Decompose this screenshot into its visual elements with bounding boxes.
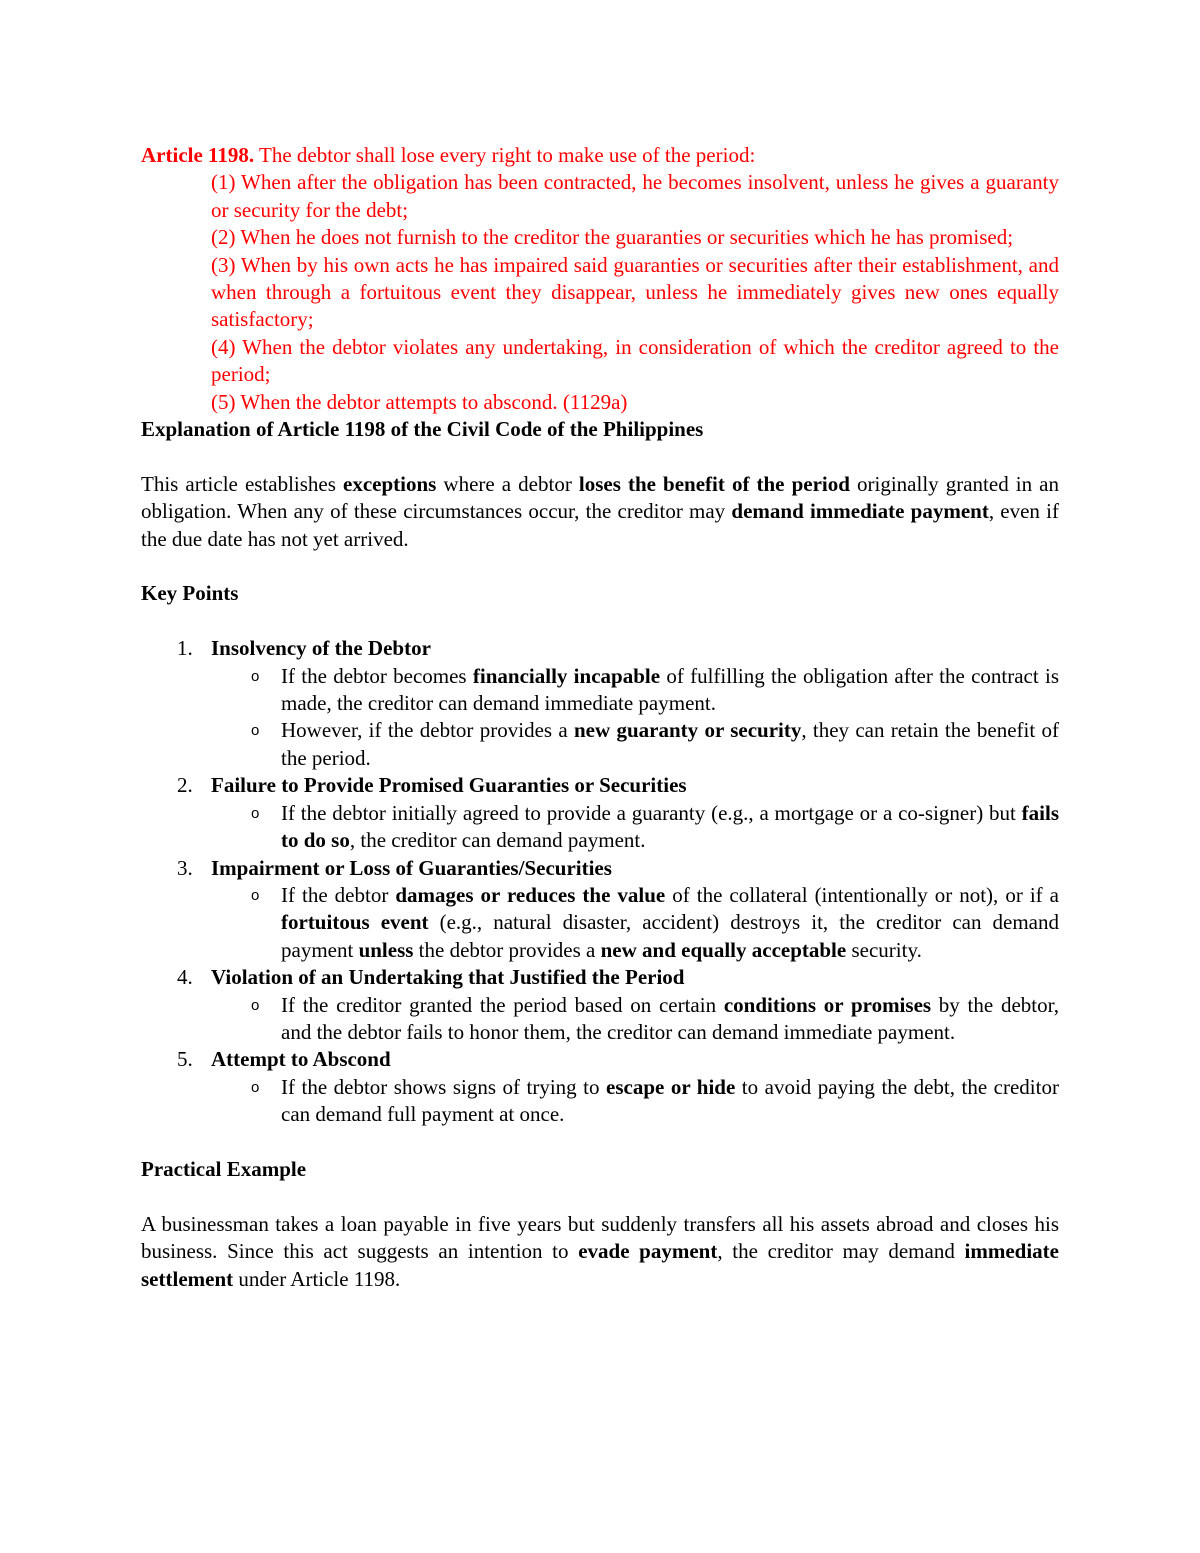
text-run: If the debtor xyxy=(281,882,396,907)
circle-bullet-icon: o xyxy=(251,886,260,904)
key-point-title: Violation of an Undertaking that Justified the Period xyxy=(211,965,685,990)
text-run: the debtor provides a xyxy=(413,937,601,962)
sub-item xyxy=(211,800,1059,855)
bold-run: demand immediate payment xyxy=(731,499,989,524)
explanation-paragraph xyxy=(141,471,1059,553)
sub-list xyxy=(211,1074,1059,1129)
sub-list xyxy=(211,800,1059,855)
text-run: If the debtor initially agreed to provide a guaranty (e.g., a mortgage or a co-signer) but xyxy=(281,800,1022,825)
key-point-title: Failure to Provide Promised Guaranties or Securities xyxy=(211,773,687,798)
text-run: originally granted in an obligation. When any of these circumstances occur, the creditor may xyxy=(141,471,1059,524)
key-point-item xyxy=(141,635,1059,772)
bold-run: new and equally acceptable xyxy=(600,937,847,962)
list-number: 5. xyxy=(177,1047,193,1072)
bold-run: escape or hide xyxy=(606,1074,736,1099)
list-number: 1. xyxy=(177,636,193,661)
text-run: If the debtor shows signs of trying to xyxy=(281,1074,606,1099)
circle-bullet-icon: o xyxy=(251,1078,260,1096)
text-run: of fulfilling the obligation after the contract is made, the creditor can demand immediate payment. xyxy=(281,663,1059,716)
bold-run: conditions or promises xyxy=(723,992,932,1017)
key-point-title: Attempt to Abscond xyxy=(211,1047,391,1072)
list-number: 3. xyxy=(177,855,193,880)
key-point-item xyxy=(141,772,1059,854)
text-run: security. xyxy=(846,937,922,962)
practical-example-heading: Practical Example xyxy=(141,1156,307,1181)
text-run: A businessman takes a loan payable in five years but suddenly transfers all his assets abroad and closes his business. Since this act suggests an intention to xyxy=(141,1211,1059,1264)
key-point-title: Impairment or Loss of Guaranties/Securities xyxy=(211,855,612,880)
bold-run: fortuitous event xyxy=(281,910,429,935)
text-run: This article establishes xyxy=(141,471,343,496)
article-block xyxy=(141,142,1059,416)
article-item: (4) When the debtor violates any undertaking, in consideration of which the creditor agreed to the period; xyxy=(211,334,1059,387)
text-run: If the debtor becomes xyxy=(281,663,473,688)
text-run: where a debtor xyxy=(436,471,579,496)
article-label: Article 1198. xyxy=(141,143,255,167)
text-run: , even if the due date has not yet arrived. xyxy=(141,499,1059,551)
text-run: , the creditor may demand xyxy=(717,1239,965,1264)
key-point-item xyxy=(141,855,1059,965)
sub-item xyxy=(211,882,1059,964)
text-run: of the collateral (intentionally or not), or if a xyxy=(665,882,1059,907)
list-number: 2. xyxy=(177,773,193,798)
key-points-heading: Key Points xyxy=(141,581,239,606)
explanation-heading: Explanation of Article 1198 of the Civil Code of the Philippines xyxy=(141,417,704,442)
article-item: (1) When after the obligation has been contracted, he becomes insolvent, unless he gives a guaranty or security for the debt; xyxy=(211,170,1059,222)
bold-run: financially incapable xyxy=(472,663,661,688)
text-run: (e.g., natural disaster, accident) destroys it, the creditor can demand payment xyxy=(281,910,1059,962)
text-run: However, if the debtor provides a xyxy=(281,718,574,743)
practical-example-paragraph xyxy=(141,1211,1059,1293)
text-run: under Article 1198. xyxy=(233,1266,401,1291)
sub-list xyxy=(211,992,1059,1047)
bold-run: unless xyxy=(358,937,414,962)
bold-run: new guaranty or security xyxy=(574,718,802,743)
sub-item xyxy=(211,717,1059,772)
sub-item xyxy=(211,663,1059,718)
bold-run: damages or reduces the value xyxy=(395,882,666,907)
article-heading-line xyxy=(141,142,1059,169)
text-run: by the debtor, and the debtor fails to honor them, the creditor can demand immediate payment. xyxy=(281,992,1059,1044)
key-point-title: Insolvency of the Debtor xyxy=(211,636,431,661)
text-run: , they can retain the benefit of the period. xyxy=(281,718,1059,770)
circle-bullet-icon: o xyxy=(251,722,260,740)
article-intro: The debtor shall lose every right to make use of the period: xyxy=(254,143,756,167)
article-items xyxy=(211,169,1059,416)
circle-bullet-icon: o xyxy=(251,996,260,1014)
sub-item xyxy=(211,992,1059,1047)
key-point-item xyxy=(141,1046,1059,1128)
sub-list xyxy=(211,663,1059,773)
article-item: (2) When he does not furnish to the creditor the guaranties or securities which he has promised; xyxy=(211,225,1014,250)
key-points-list xyxy=(141,635,1059,1128)
article-item: (5) When the debtor attempts to abscond. (1129a) xyxy=(211,389,628,414)
bold-run: loses the benefit of the period xyxy=(578,471,850,496)
bold-run: immediate settlement xyxy=(141,1239,1059,1291)
bold-run: fails to do so xyxy=(281,800,1059,853)
text-run: to avoid paying the debt, the creditor can demand full payment at once. xyxy=(281,1074,1059,1127)
sub-item xyxy=(211,1074,1059,1129)
text-run: If the creditor granted the period based on certain xyxy=(281,992,724,1017)
circle-bullet-icon: o xyxy=(251,667,260,685)
key-point-item xyxy=(141,964,1059,1046)
circle-bullet-icon: o xyxy=(251,804,260,822)
article-item: (3) When by his own acts he has impaired said guaranties or securities after their establishment, and when through a fortuitous event they disappear, unless he immediately gives new ones equally satisfactory; xyxy=(211,252,1059,332)
sub-list xyxy=(211,882,1059,964)
bold-run: evade payment xyxy=(578,1239,718,1264)
text-run: , the creditor can demand payment. xyxy=(349,828,646,853)
bold-run: exceptions xyxy=(343,471,437,496)
list-number: 4. xyxy=(177,965,193,990)
